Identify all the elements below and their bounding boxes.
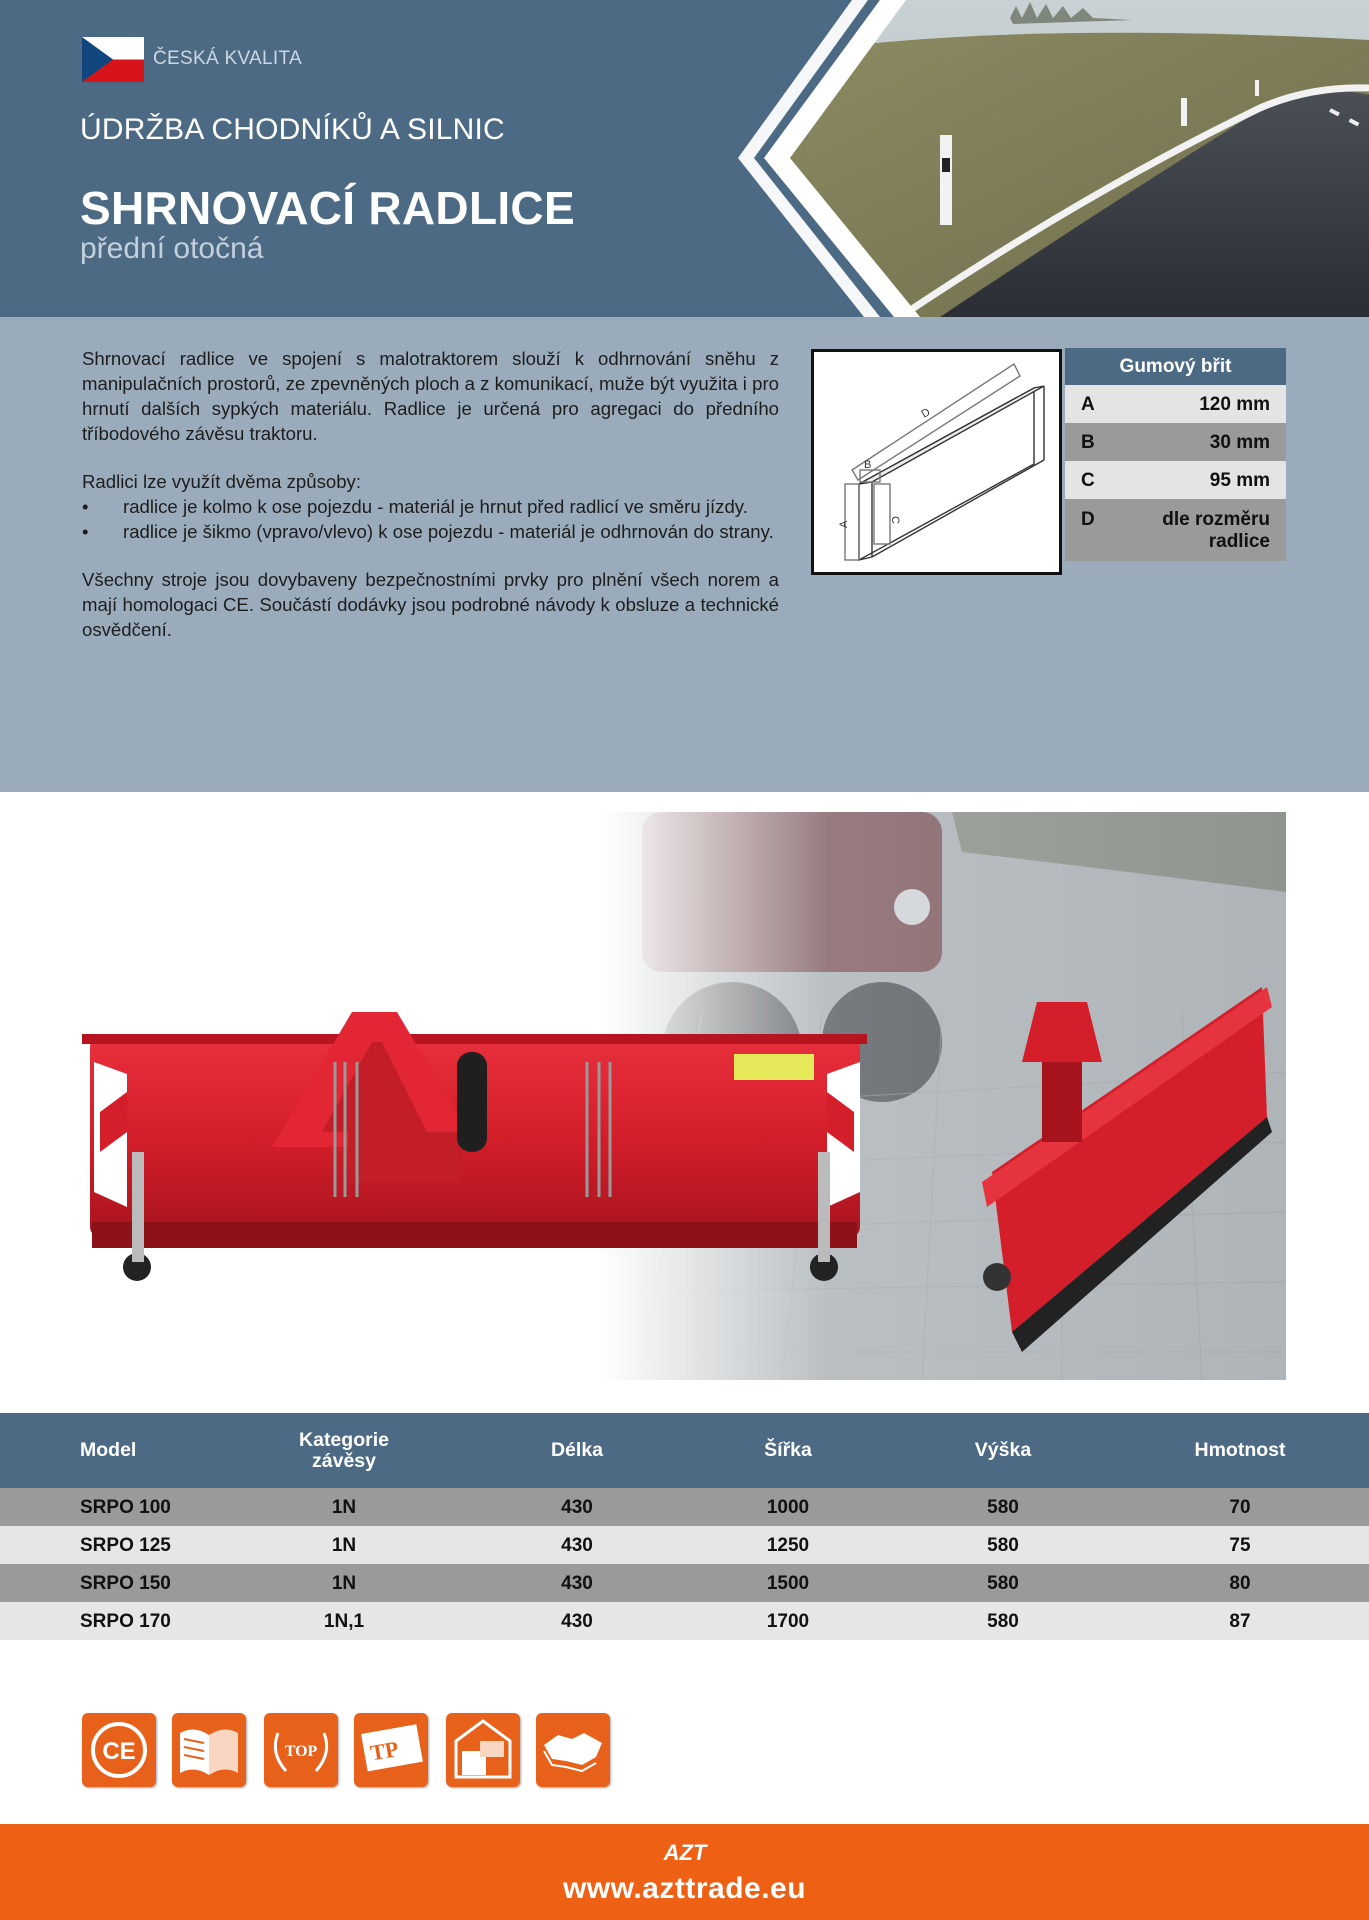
diagram-label-a: A [838, 520, 850, 528]
page-subtitle: přední otočná [80, 232, 264, 265]
spec-row: A 120 mm [1065, 385, 1286, 423]
diagram-label-d: D [919, 406, 933, 421]
spec-table [1065, 348, 1286, 561]
table-row: SRPO 125 1N 430 1250 580 75 [0, 1526, 1369, 1564]
snow-plow-photo [82, 812, 1286, 1380]
svg-text:AZT: AZT [663, 1840, 707, 1865]
description-text [82, 346, 779, 642]
ce-icon [82, 1713, 156, 1787]
diagram-label-c: C [889, 516, 901, 524]
svg-text:TP: TP [368, 1735, 401, 1766]
spec-title: Gumový břit [1065, 348, 1286, 385]
category-heading: ÚDRŽBA CHODNÍKŮ A SILNIC [80, 113, 505, 146]
table-header [0, 1413, 1369, 1488]
page-title: SHRNOVACÍ RADLICE [80, 182, 575, 234]
azt-logo [649, 1836, 721, 1868]
quality-label: ČESKÁ KVALITA [153, 48, 302, 69]
top-award-icon [264, 1713, 338, 1787]
table-row: SRPO 170 1N,1 430 1700 580 87 [0, 1602, 1369, 1640]
col-vyska: Výška [974, 1439, 1032, 1461]
spec-row: B 30 mm [1065, 423, 1286, 461]
manual-book-icon [172, 1713, 246, 1787]
usage-intro: Radlici lze využít dvěma způsoby: [82, 471, 362, 492]
website-link[interactable]: www.azttrade.eu [562, 1872, 807, 1905]
tp-certificate-icon [354, 1713, 428, 1787]
col-hmotnost: Hmotnost [1194, 1439, 1286, 1461]
list-item: • radlice je kolmo k ose pojezdu - materiál je hrnut před radlicí ve směru jízdy. [82, 496, 748, 517]
czech-flag-icon [82, 37, 144, 82]
svg-text:TOP: TOP [284, 1743, 318, 1760]
diagram-drawing [814, 352, 1059, 572]
czech-map-icon [536, 1713, 610, 1787]
spec-row: C 95 mm [1065, 461, 1286, 499]
list-item: • radlice je šikmo (vpravo/vlevo) k ose pojezdu - materiál je odhrnován do strany. [82, 521, 774, 542]
packaging-icon [446, 1713, 520, 1787]
col-delka: Délka [550, 1439, 604, 1461]
intro-paragraph: Shrnovací radlice ve spojení s malotraktorem slouží k odhrnování sněhu z manipulačních prostorů, ze zpevněných ploch a z komunikací, muže být využita i pro hrnutí dalších sypkých materiálu. Radlice je určená pro agregaci do předního tříbodového závěsu traktoru. [82, 348, 779, 444]
col-kategorie: Kategorie závěsy [299, 1428, 389, 1472]
table-row: SRPO 150 1N 430 1500 580 80 [0, 1564, 1369, 1602]
header-banner [0, 0, 1369, 317]
col-sirka: Šířka [764, 1439, 812, 1461]
rubber-edge-diagram [811, 349, 1062, 575]
col-model: Model [80, 1439, 137, 1461]
model-table [0, 1413, 1369, 1640]
plow-front-view [82, 1012, 867, 1281]
table-row: SRPO 100 1N 430 1000 580 70 [0, 1488, 1369, 1526]
svg-text:CE: CE [102, 1738, 136, 1765]
safety-paragraph: Všechny stroje jsou dovybaveny bezpečnostními prvky pro plnění všech norem a mají homologaci CE. Součástí dodávky jsou podrobné návody k obsluze a technické osvědčení. [82, 569, 779, 640]
spec-row: D dle rozměru radlice [1065, 499, 1286, 561]
footer-bar [0, 1824, 1369, 1920]
diagram-label-b: B [864, 459, 872, 471]
